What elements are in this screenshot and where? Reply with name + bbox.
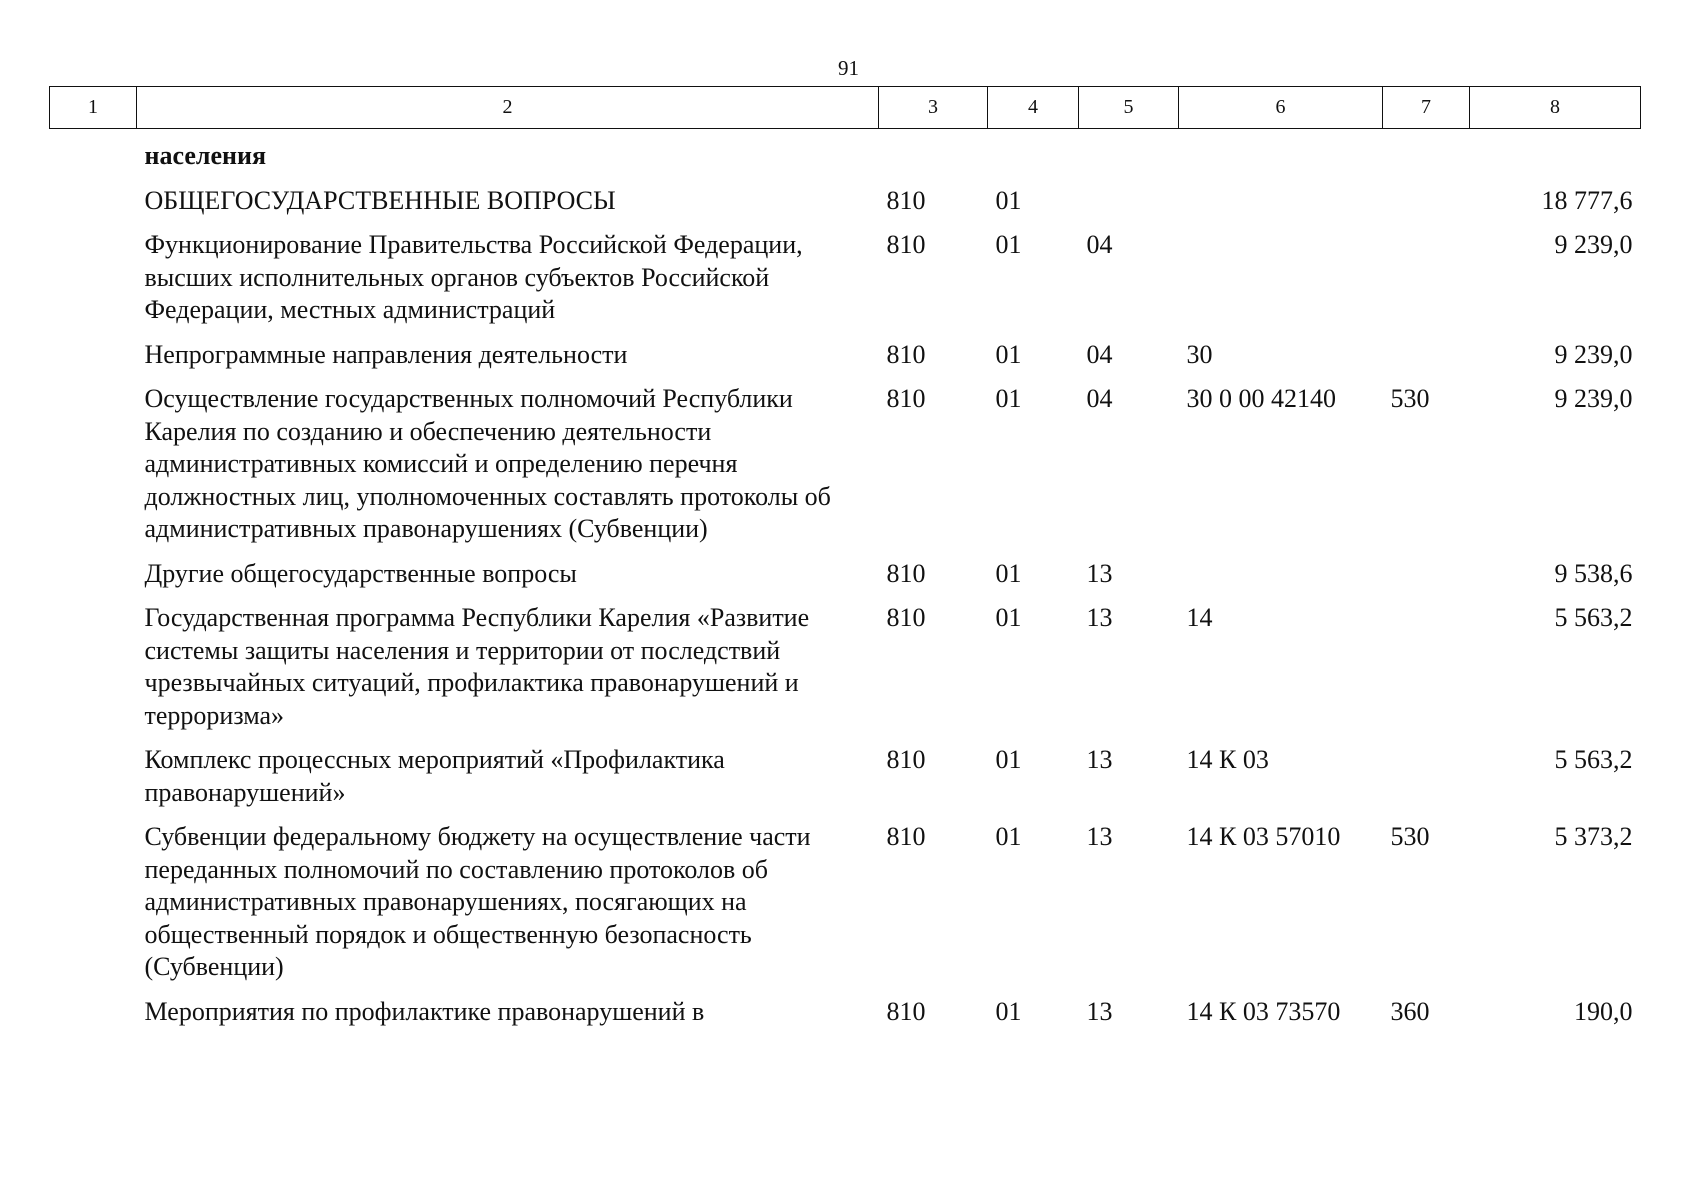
cell-expense-type [1383,327,1470,372]
table-row [50,590,1641,732]
cell-subsection: 13 [1086,745,1113,774]
cell-empty [50,173,137,218]
table-body [50,129,1641,1029]
cell-subsection: 13 [1086,603,1113,632]
header-row [50,87,1641,129]
header-col-8: 8 [1470,87,1641,129]
table-row [50,732,1641,809]
cell-target-article [1179,217,1383,327]
cell-name: ОБЩЕГОСУДАРСТВЕННЫЕ ВОПРОСЫ [144,185,616,215]
cell-subsection: 04 [1086,384,1113,413]
cell-section: 01 [995,745,1022,774]
table-row [50,546,1641,591]
cell-name: Осуществление государственных полномочий Республики Карелия по созданию и обеспечению деятельности административных комиссий и определению перечня должностных лиц, уполномоченных составлять протоколы об административных правонарушениях (Субвенции) [144,384,831,543]
cell-empty [50,129,137,173]
cell-expense-type [1383,732,1470,809]
cell-name: Комплекс процессных мероприятий «Профилактика правонарушений» [144,745,725,807]
cell-admin-code: 810 [886,603,926,632]
cell-target-article: 14 [1186,603,1213,632]
cell-target-article: 14 К 03 73570 [1186,996,1341,1026]
cell-admin-code: 810 [886,230,926,259]
cell-section: 01 [995,384,1022,413]
page-number: 91 [838,56,859,80]
table-row [50,173,1641,218]
cell-empty [50,732,137,809]
cell-empty [50,546,137,591]
cell-subsection [1079,129,1179,173]
cell-admin-code: 810 [886,339,926,369]
table-row [50,371,1641,546]
cell-amount: 5 563,2 [1554,745,1633,774]
cell-section: 01 [995,603,1022,632]
cell-amount: 190,0 [1574,996,1633,1026]
cell-name: населения [144,141,267,170]
cell-name: Государственная программа Республики Карелия «Развитие системы защиты населения и территории от последствий чрезвычайных ситуаций, профилактика правонарушений и терроризма» [144,603,810,730]
cell-subsection: 04 [1086,339,1113,369]
header-col-2: 2 [137,87,879,129]
table-row [50,327,1641,372]
cell-subsection: 04 [1086,230,1113,259]
cell-expense-type [1383,590,1470,732]
cell-section: 01 [995,230,1022,259]
cell-target-article [1179,173,1383,218]
cell-amount: 5 373,2 [1554,822,1633,851]
table-row [50,217,1641,327]
cell-target-article: 30 [1186,339,1213,369]
cell-admin-code: 810 [886,384,926,413]
cell-expense-type: 360 [1390,996,1430,1026]
header-col-4: 4 [988,87,1079,129]
budget-table [49,86,1641,1028]
table-row [50,984,1641,1029]
cell-target-article [1179,129,1383,173]
cell-name: Другие общегосударственные вопросы [144,558,577,588]
cell-expense-type [1383,217,1470,327]
cell-expense-type [1383,546,1470,591]
cell-empty [50,371,137,546]
cell-amount: 9 239,0 [1554,384,1633,413]
cell-section: 01 [995,185,1022,215]
cell-expense-type [1383,129,1470,173]
header-col-1: 1 [50,87,137,129]
cell-subsection: 13 [1086,822,1113,851]
table-header [50,87,1641,129]
cell-section [988,129,1079,173]
cell-subsection: 13 [1086,558,1113,588]
cell-expense-type [1383,173,1470,218]
cell-admin-code: 810 [886,745,926,774]
cell-expense-type: 530 [1390,384,1430,413]
cell-section: 01 [995,996,1022,1026]
cell-admin-code: 810 [886,996,926,1026]
table-row [50,129,1641,173]
cell-admin-code: 810 [886,822,926,851]
cell-section: 01 [995,558,1022,588]
cell-subsection: 13 [1086,996,1113,1026]
cell-target-article: 30 0 00 42140 [1186,384,1336,413]
cell-name: Функционирование Правительства Российской Федерации, высших исполнительных органов субъектов Российской Федерации, местных администраций [144,230,803,324]
cell-amount: 18 777,6 [1541,185,1633,215]
cell-amount: 9 538,6 [1554,558,1633,588]
cell-admin-code: 810 [886,558,926,588]
cell-amount: 9 239,0 [1554,339,1633,369]
cell-amount: 5 563,2 [1554,603,1633,632]
cell-empty [50,590,137,732]
cell-amount [1470,129,1641,173]
cell-empty [50,217,137,327]
header-col-3: 3 [879,87,988,129]
cell-admin-code [879,129,988,173]
cell-name: Субвенции федеральному бюджету на осуществление части переданных полномочий по составлению протоколов об административных правонарушениях, посягающих на общественный порядок и общественную безопасность (Субвенции) [144,822,811,981]
cell-name: Мероприятия по профилактике правонарушений в [144,996,705,1026]
cell-section: 01 [995,339,1022,369]
header-col-7: 7 [1383,87,1470,129]
header-col-5: 5 [1079,87,1179,129]
cell-empty [50,984,137,1029]
cell-empty [50,327,137,372]
cell-admin-code: 810 [886,185,926,215]
cell-expense-type: 530 [1390,822,1430,851]
cell-amount: 9 239,0 [1554,230,1633,259]
cell-target-article: 14 К 03 57010 [1186,822,1341,851]
cell-name: Непрограммные направления деятельности [144,339,628,369]
header-col-6: 6 [1179,87,1383,129]
table-row [50,809,1641,984]
cell-section: 01 [995,822,1022,851]
cell-target-article: 14 К 03 [1186,745,1269,774]
cell-subsection [1079,173,1179,218]
cell-target-article [1179,546,1383,591]
cell-empty [50,809,137,984]
